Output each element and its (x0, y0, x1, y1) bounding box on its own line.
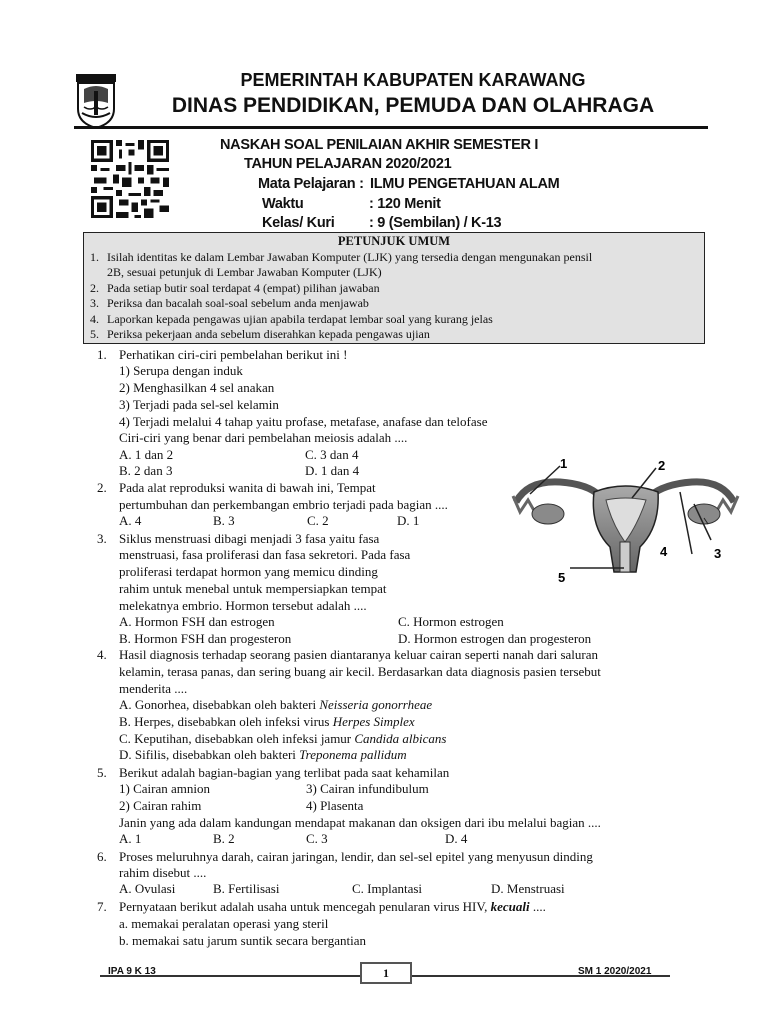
instructions-title: PETUNJUK UMUM (337, 234, 451, 248)
option-b: B. Herpes, disebabkan oleh infeksi virus Herpes Simplex (119, 714, 415, 729)
question-item: 3) Terjadi pada sel-sel kelamin (119, 397, 279, 412)
question-number: 2. (97, 480, 107, 495)
question-text: rahim disebut .... (119, 865, 207, 880)
question-text: Pernyataan berikut adalah usaha untuk mencegah penularan virus HIV, kecuali .... (119, 899, 546, 914)
question-item: 4) Terjadi melalui 4 tahap yaitu profase, metafase, anafase dan telofase (119, 414, 488, 429)
option-d: D. Sifilis, disebabkan oleh bakteri Treponema pallidum (119, 747, 407, 762)
question-text: pertumbuhan dan perkembangan embrio terjadi pada bagian .... (119, 497, 448, 512)
question-item: 4) Plasenta (306, 798, 364, 813)
school-year: TAHUN PELAJARAN 2020/2021 (244, 156, 452, 172)
option-d: D. Menstruasi (491, 881, 565, 896)
diagram-label-4: 4 (660, 544, 668, 559)
option-a: A. Gonorhea, disebabkan oleh bakteri Neisseria gonorrheae (119, 697, 433, 712)
question-text: rahim untuk menebal untuk mempersiapkan tempat (119, 581, 387, 596)
diagram-label-2: 2 (658, 458, 666, 473)
question-number: 7. (97, 899, 107, 914)
option-b: b. memakai satu jarum suntik secara bergantian (119, 933, 367, 948)
diagram-label-3: 3 (714, 546, 722, 561)
header-divider (74, 126, 708, 129)
question-item: 2) Cairan rahim (119, 798, 202, 813)
subject-value: ILMU PENGETAHUAN ALAM (370, 176, 560, 192)
class-value: : 9 (Sembilan) / K-13 (369, 215, 502, 231)
question-text: kelamin, terasa panas, dan sering buang air kecil. Berdasarkan data diagnosis pasien tersebut (119, 664, 601, 679)
option-d: D. Hormon estrogen dan progesteron (398, 631, 592, 646)
option-a: A. 4 (119, 513, 142, 528)
question-number: 6. (97, 849, 107, 864)
subject-label: Mata Pelajaran : (258, 176, 364, 192)
instruction-item: 4. Laporkan kepada pengawas ujian apabila terdapat lembar soal yang kurang jelas (90, 312, 493, 326)
question-text: Proses meluruhnya darah, cairan jaringan, lendir, dan sel-sel epitel yang menyusun dinding (119, 849, 593, 864)
qr-code-icon (90, 140, 170, 218)
question-text: Hasil diagnosis terhadap seorang pasien diantaranya keluar cairan seperti nanah dari saluran (119, 647, 599, 662)
footer-left-code: IPA 9 K 13 (108, 966, 156, 977)
question-item: 1) Cairan amnion (119, 781, 210, 796)
government-name: PEMERINTAH KABUPATEN KARAWANG (240, 70, 586, 90)
option-c: C. 3 (306, 831, 328, 846)
question-text: Siklus menstruasi dibagi menjadi 3 fasa yaitu fasa (119, 531, 380, 546)
question-text: Berikut adalah bagian-bagian yang terlibat pada saat kehamilan (119, 765, 450, 780)
instruction-item: 3. Periksa dan bacalah soal-soal sebelum anda menjawab (90, 296, 369, 310)
question-text: Pada alat reproduksi wanita di bawah ini, Tempat (119, 480, 376, 495)
option-b: B. 2 dan 3 (119, 463, 173, 478)
question-item: 2) Menghasilkan 4 sel anakan (119, 380, 275, 395)
instruction-item: 2B, sesuai petunjuk di Lembar Jawaban Komputer (LJK) (107, 265, 382, 279)
exam-title: NASKAH SOAL PENILAIAN AKHIR SEMESTER I (220, 137, 539, 153)
option-a: A. 1 dan 2 (119, 447, 174, 462)
option-d: D. 1 dan 4 (305, 463, 360, 478)
diagram-label-1: 1 (560, 456, 568, 471)
question-number: 1. (97, 347, 107, 362)
karawang-logo (74, 73, 118, 129)
female-reproductive-system-diagram (508, 452, 743, 592)
question-number: 4. (97, 647, 107, 662)
option-c: C. Implantasi (352, 881, 423, 896)
option-d: D. 4 (445, 831, 468, 846)
option-b: B. 2 (213, 831, 235, 846)
question-text: menderita .... (119, 681, 188, 696)
time-label: Waktu (262, 196, 304, 212)
question-text: proliferasi terdapat hormon yang memicu dinding (119, 564, 378, 579)
option-a: A. Ovulasi (119, 881, 176, 896)
instruction-item: 2. Pada setiap butir soal terdapat 4 (empat) pilihan jawaban (90, 281, 380, 295)
question-stem: Ciri-ciri yang benar dari pembelahan meiosis adalah .... (119, 430, 408, 445)
option-c: C. Hormon estrogen (398, 614, 504, 629)
question-item: 3) Cairan infundibulum (306, 781, 429, 796)
question-number: 3. (97, 531, 107, 546)
class-label: Kelas/ Kuri (262, 215, 335, 231)
diagram-label-5: 5 (558, 570, 566, 585)
question-text: Perhatikan ciri-ciri pembelahan berikut ini ! (119, 347, 348, 362)
instruction-item: 1. Isilah identitas ke dalam Lembar Jawaban Komputer (LJK) yang tersedia dengan mengunakan pensil (90, 250, 593, 264)
question-stem: Janin yang ada dalam kandungan mendapat makanan dan oksigen dari ibu melalui bagian .... (119, 815, 601, 830)
option-a: A. 1 (119, 831, 142, 846)
option-a: a. memakai peralatan operasi yang steril (119, 916, 329, 931)
option-c: C. 2 (307, 513, 329, 528)
question-item: 1) Serupa dengan induk (119, 363, 243, 378)
option-b: B. Hormon FSH dan progesteron (119, 631, 292, 646)
option-a: A. Hormon FSH dan estrogen (119, 614, 275, 629)
option-c: C. Keputihan, disebabkan oleh infeksi jamur Candida albicans (119, 731, 447, 746)
question-number: 5. (97, 765, 107, 780)
department-name: DINAS PENDIDIKAN, PEMUDA DAN OLAHRAGA (171, 94, 655, 117)
footer-right-code: SM 1 2020/2021 (578, 966, 652, 977)
option-d: D. 1 (397, 513, 420, 528)
option-b: B. Fertilisasi (213, 881, 280, 896)
option-b: B. 3 (213, 513, 235, 528)
question-text: melekatnya embrio. Hormon tersebut adalah .... (119, 598, 367, 613)
time-value: : 120 Menit (369, 196, 441, 212)
option-c: C. 3 dan 4 (305, 447, 359, 462)
page-number: 1 (360, 962, 412, 984)
question-text: menstruasi, fasa proliferasi dan fasa sekretori. Pada fasa (119, 547, 411, 562)
instruction-item: 5. Periksa pekerjaan anda sebelum diserahkan kepada pengawas ujian (90, 327, 430, 341)
